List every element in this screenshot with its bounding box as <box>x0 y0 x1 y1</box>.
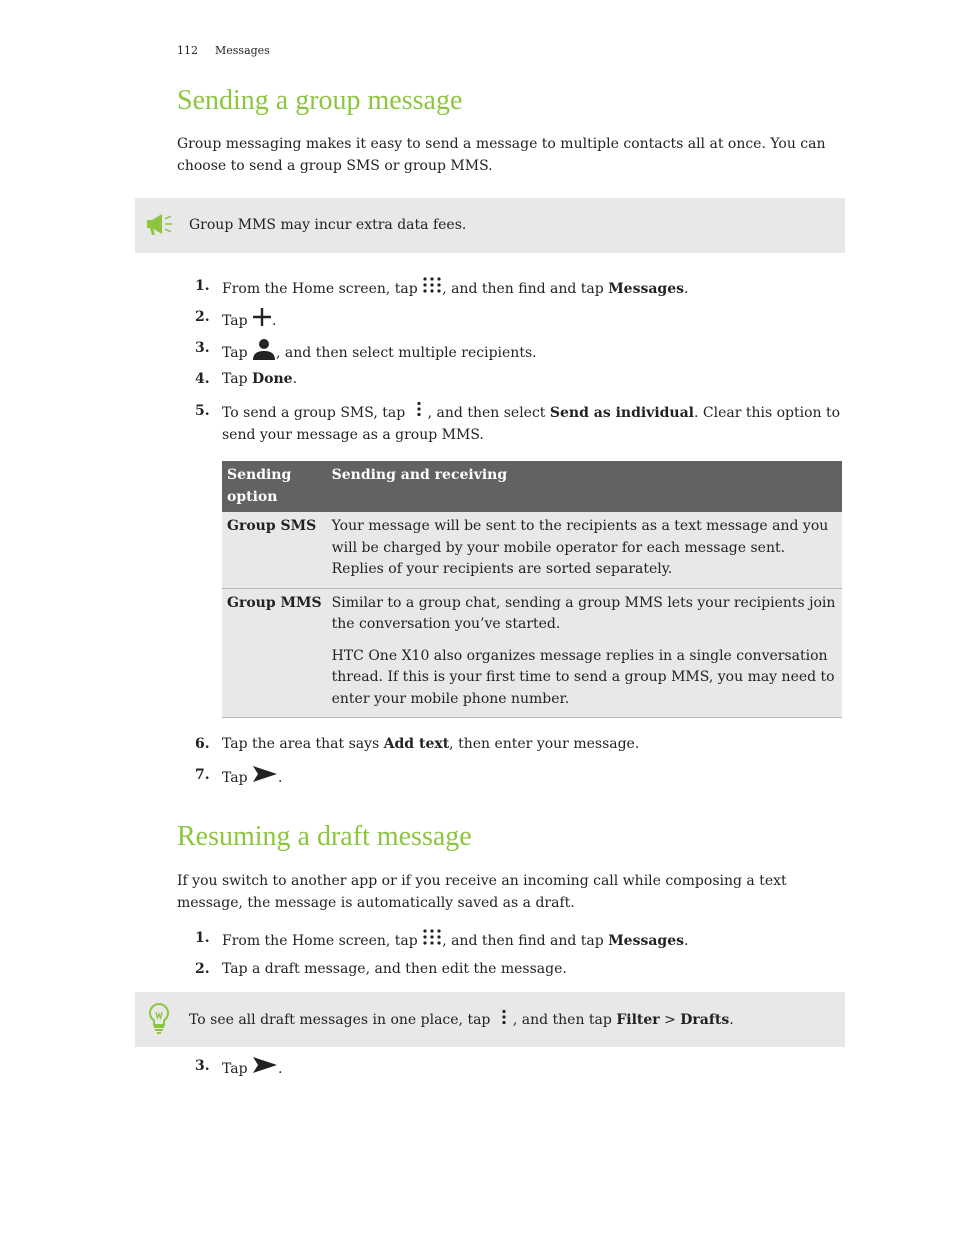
done-label: Done <box>252 371 293 387</box>
step-text: , and then find and tap <box>442 932 604 949</box>
tip-text <box>189 1009 734 1031</box>
step-text: . <box>684 932 689 949</box>
step-number: 5. <box>195 403 210 419</box>
step-number: 1. <box>195 930 210 946</box>
send-icon <box>252 765 278 791</box>
option-cell: Group MMS <box>222 588 327 718</box>
step-text: Tap <box>222 371 248 387</box>
apps-grid-icon <box>422 276 442 302</box>
plus-icon <box>252 307 272 335</box>
step-text: Tap the area that says <box>222 736 380 752</box>
step-number: 2. <box>195 309 210 325</box>
step-text: . <box>292 371 298 387</box>
note-box <box>135 198 845 253</box>
intro-paragraph: If you switch to another app or if you receive an incoming call while composing a text message, the message is automatically saved as a draft. <box>177 873 787 911</box>
step-number: 6. <box>195 736 210 752</box>
option-cell: Group SMS <box>222 512 327 588</box>
step-text: Tap a draft message, and then edit the message. <box>222 961 567 977</box>
page-number: 112 <box>177 44 198 57</box>
step-text: Tap <box>222 1060 248 1077</box>
description-text: Your message will be sent to the recipients as a text message and you will be charged by your mobile operator for each message sent. Replies of your recipients are sorted separately. <box>331 518 829 577</box>
step-text: , then enter your message. <box>449 736 640 752</box>
messages-label: Messages <box>608 280 685 297</box>
step-number: 4. <box>195 371 210 387</box>
messages-label: Messages <box>608 932 685 949</box>
step-text: Tap <box>222 344 248 361</box>
sending-options-table <box>222 461 842 718</box>
step-text: From the Home screen, tap <box>222 280 418 297</box>
filter-label: Filter <box>616 1012 660 1028</box>
tip-text-part: , and then tap <box>512 1012 612 1028</box>
drafts-label: Drafts <box>680 1012 730 1028</box>
table-row <box>222 588 842 718</box>
table-header-row <box>222 461 842 512</box>
step-number: 3. <box>195 340 210 356</box>
megaphone-icon <box>145 211 173 241</box>
add-text-label: Add text <box>383 736 450 752</box>
page-header <box>177 44 270 57</box>
step-number: 3. <box>195 1058 210 1074</box>
description-cell <box>327 512 842 588</box>
tip-text-part: . <box>729 1012 734 1028</box>
person-icon <box>252 338 276 368</box>
note-text: Group MMS may incur extra data fees. <box>189 217 467 233</box>
step-text: . <box>278 769 283 786</box>
step-text: , and then select <box>427 404 546 421</box>
send-as-individual-label: Send as individual <box>549 404 694 421</box>
step-text: From the Home screen, tap <box>222 932 418 949</box>
more-vertical-icon <box>416 401 422 425</box>
step-text: . <box>278 1060 283 1077</box>
step-number: 1. <box>195 278 210 294</box>
section-name: Messages <box>215 44 270 57</box>
step-text: . <box>684 280 689 297</box>
section-title-group-message: Sending a group message <box>177 85 463 116</box>
step-text: Tap <box>222 769 248 786</box>
description-cell <box>327 588 842 718</box>
step-text: , and then find and tap <box>442 280 604 297</box>
column-header: Sending option <box>222 461 327 512</box>
step-text: To send a group SMS, tap <box>222 404 406 421</box>
menu-separator: > <box>664 1012 676 1028</box>
lightbulb-icon <box>148 1003 170 1039</box>
description-text: HTC One X10 also organizes message replies in a single conversation thread. If this is your first time to send a group MMS, you may need to enter your mobile phone number. <box>331 647 835 707</box>
step-text: . Clear this option to send your message as a group MMS. <box>222 404 841 443</box>
table-row <box>222 512 842 588</box>
step-text: Tap <box>222 312 248 329</box>
section-title-draft-message: Resuming a draft message <box>177 821 472 852</box>
description-text: Similar to a group chat, sending a group MMS lets your recipients join the conversation you’ve started. <box>331 594 836 632</box>
step-number: 7. <box>195 767 210 783</box>
intro-paragraph: Group messaging makes it easy to send a message to multiple contacts all at once. You can choose to send a group SMS or group MMS. <box>177 136 826 174</box>
apps-grid-icon <box>422 928 442 954</box>
tip-box <box>135 992 845 1047</box>
step-text: . <box>272 312 277 329</box>
step-text: , and then select multiple recipients. <box>276 344 537 361</box>
tip-text-part: To see all draft messages in one place, tap <box>189 1012 491 1028</box>
column-header: Sending and receiving <box>327 461 842 512</box>
step-number: 2. <box>195 961 210 977</box>
send-icon <box>252 1056 278 1082</box>
more-vertical-icon <box>501 1009 507 1031</box>
